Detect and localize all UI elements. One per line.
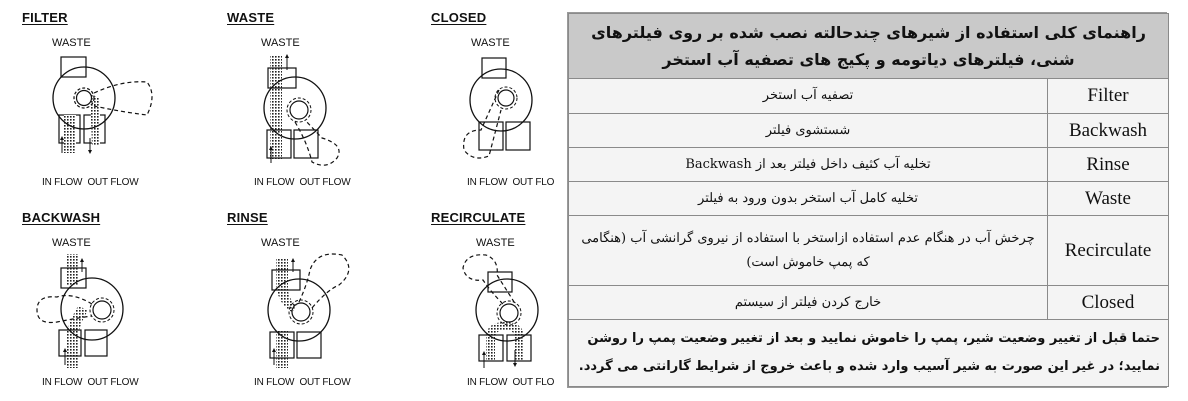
valve-backwash-icon bbox=[22, 250, 192, 375]
row-description: تخلیه آب کثیف داخل فیلتر بعد از Backwash bbox=[569, 148, 1048, 182]
inflow-outflow-label: IN FLOW OUT FLO bbox=[467, 177, 555, 188]
inflow-outflow-label: IN FLOW OUT FLOW bbox=[42, 377, 139, 388]
diagram-title: CLOSED bbox=[431, 10, 487, 25]
diagram-backwash bbox=[22, 200, 192, 395]
waste-label: WASTE bbox=[261, 37, 300, 49]
table-row bbox=[569, 148, 1169, 182]
diagram-title: WASTE bbox=[227, 10, 275, 25]
diagram-rinse bbox=[227, 200, 397, 395]
table-row bbox=[569, 79, 1169, 114]
table-note-row bbox=[569, 320, 1169, 387]
row-mode: Rinse bbox=[1048, 148, 1169, 182]
row-mode: Closed bbox=[1048, 286, 1169, 320]
inflow-outflow-label: IN FLOW OUT FLOW bbox=[254, 177, 351, 188]
table-row bbox=[569, 216, 1169, 286]
row-mode: Backwash bbox=[1048, 114, 1169, 148]
diagram-title: BACKWASH bbox=[22, 210, 101, 225]
inflow-outflow-label: IN FLOW OUT FLOW bbox=[254, 377, 351, 388]
warning-note: حتما قبل از تغییر وضعیت شیر، پمپ را خاموش نمایید و بعد از تغییر وضعیت پمپ را روشن نمایید؛ در غیر این صورت به شیر آسیب وارد شده و باعث خروج از شرایط گارانتی می گردد. bbox=[569, 320, 1169, 387]
inflow-outflow-label: IN FLOW OUT FLO bbox=[467, 377, 555, 388]
valve-guide-table bbox=[567, 12, 1167, 388]
waste-label: WASTE bbox=[471, 37, 510, 49]
diagram-title: FILTER bbox=[22, 10, 68, 25]
row-mode: Waste bbox=[1048, 182, 1169, 216]
diagram-title: RECIRCULATE bbox=[431, 210, 526, 225]
waste-label: WASTE bbox=[52, 37, 91, 49]
valve-rinse-icon bbox=[227, 250, 397, 375]
waste-label: WASTE bbox=[476, 237, 515, 249]
row-mode: Filter bbox=[1048, 79, 1169, 114]
table-title: راهنمای کلی استفاده از شیرهای چندحالته نصب شده بر روی فیلترهای شنی، فیلترهای دیاتومه و پکیج های تصفیه آب استخر bbox=[569, 14, 1169, 79]
diagram-filter bbox=[22, 0, 192, 195]
valve-waste-icon bbox=[227, 50, 397, 175]
diagram-waste bbox=[227, 0, 397, 195]
inflow-outflow-label: IN FLOW OUT FLOW bbox=[42, 177, 139, 188]
row-description: شستشوی فیلتر bbox=[569, 114, 1048, 148]
valve-filter-icon bbox=[22, 50, 192, 175]
waste-label: WASTE bbox=[52, 237, 91, 249]
row-mode: Recirculate bbox=[1048, 216, 1169, 286]
row-description: خارج کردن فیلتر از سیستم bbox=[569, 286, 1048, 320]
waste-label: WASTE bbox=[261, 237, 300, 249]
table-header-row bbox=[569, 14, 1169, 79]
table-row bbox=[569, 182, 1169, 216]
row-description: چرخش آب در هنگام عدم استفاده ازاستخر با استفاده از نیروی گرانشی آب (هنگامی که پمپ خاموش است) bbox=[569, 216, 1048, 286]
diagram-title: RINSE bbox=[227, 210, 268, 225]
table-row bbox=[569, 114, 1169, 148]
row-description: تخلیه کامل آب استخر بدون ورود به فیلتر bbox=[569, 182, 1048, 216]
row-description: تصفیه آب استخر bbox=[569, 79, 1048, 114]
table-row bbox=[569, 286, 1169, 320]
